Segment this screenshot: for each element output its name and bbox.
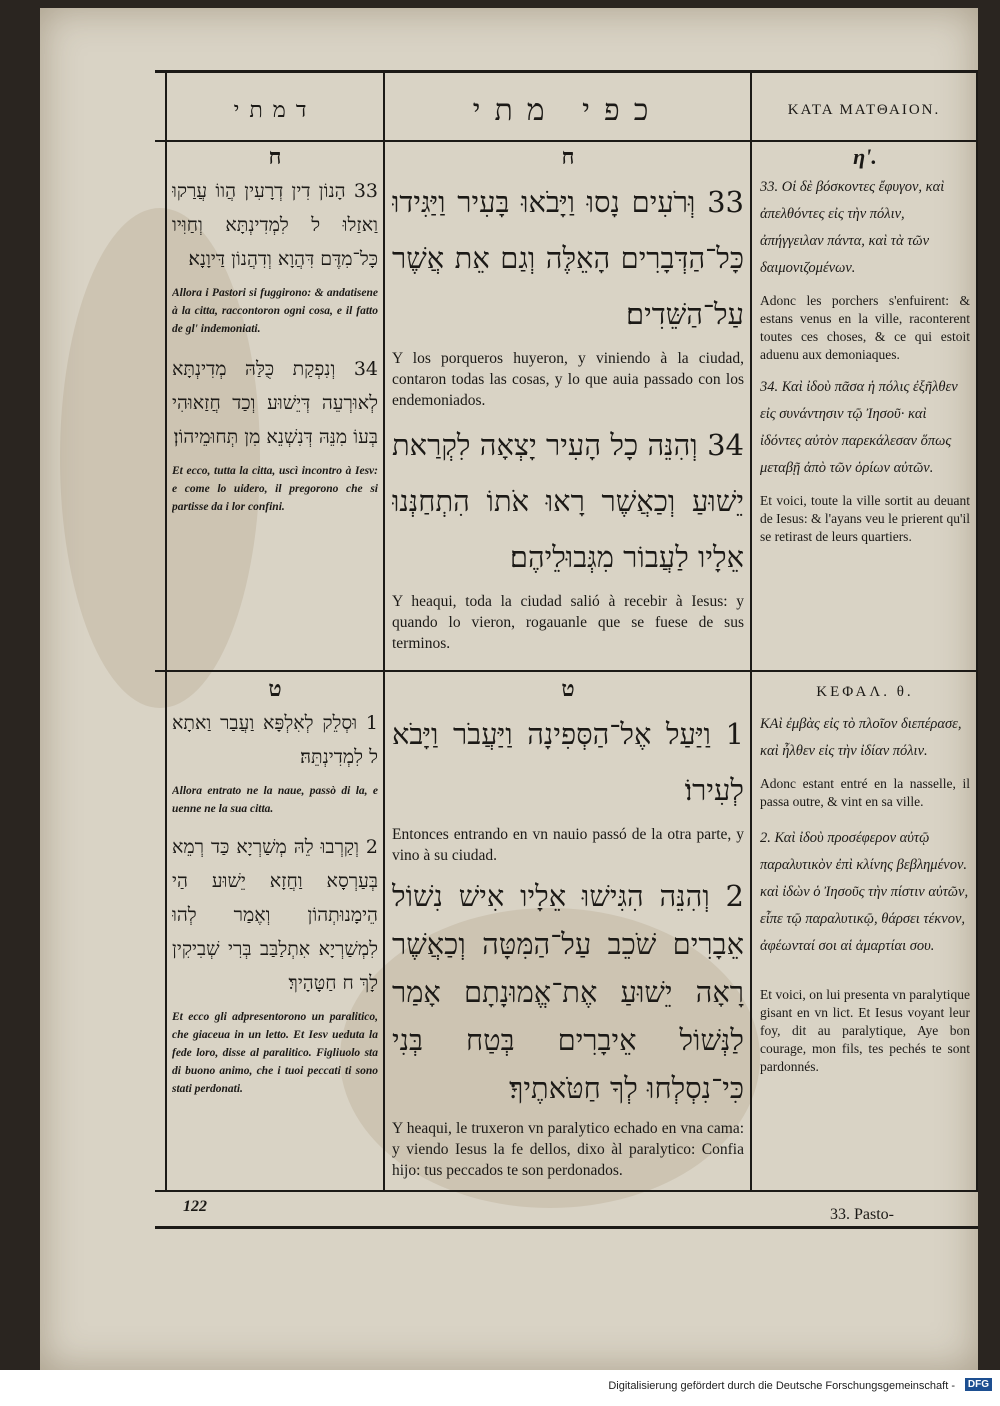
greek-verse-33: 33. Οἱ δὲ βόσκοντες ἔφυγον, καὶ ἀπελθόντες εἰς τὴν πόλιν, ἀπήγγειλαν πάντα, καὶ τὰ τῶν δαιμονιζομένων. [760,179,945,276]
catchword: 33. Pasto- [830,1206,894,1223]
greek-column-top [760,144,970,666]
spanish-verse-2: Y heaqui, le truxeron vn paralytico echado en vna cama: y viendo Iesus la fe dellos, dixo àl paralytico: Confia hijo: tus peccados te son perdonados. [392,1120,744,1179]
page-number: 122 [183,1198,207,1215]
greek-verse-34: 34. Καὶ ἰδοὺ πᾶσα ἡ πόλις ἐξῆλθεν εἰς συνάντησιν τῷ Ἰησοῦ· καὶ ἰδόντες αὐτὸν παρεκάλεσαν ὅπως μεταβῇ ἀπὸ τῶν ὁρίων αὐτῶν. [760,379,958,476]
hebrew-verse-1: 1 וַיַּעַל אֶל־הַסְּפִינָה וַיַּעֲבֹר וַיָּבֹא לְעִירוֹ׃ [392,717,744,807]
italian-verse-34: Et ecco, tutta la citta, uscì incontro à Iesv: e come lo uidero, il pregorono che si partisse da i lor confini. [172,465,378,513]
spanish-verse-1: Entonces entrando en vn nauio passó de la otra parte, y vino à su ciudad. [392,826,744,864]
footer-text: Digitalisierung gefördert durch die Deutsche Forschungsgemeinschaft - [608,1380,955,1392]
french-verse-33: Adonc les porchers s'enfuirent: & estans venus en la ville, raconterent toutes ces choses, & ce qui estoit aduenu aux demoniaques. [760,293,970,362]
col-divider-2 [750,70,752,1192]
aramaic-verse-1: 1 וּסְלֵק לְאִלְפָּא וַעֲבַר וַאתָא ל לִמְדִינְתֵּהּ׃ [172,712,378,768]
french-verse-2: Et voici, on lui presenta vn paralytique gisant en vn lict. Et Iesus voyant leur foy, dit au paralytique, Aye bon courage, mon fils, tes pechés te sont pardonnés. [760,987,970,1074]
section-mark: ט [268,676,282,702]
section-mark: ט [561,676,575,702]
section-mark: ח [561,144,575,170]
section-mark: η'. [853,144,877,169]
bottom-rule [155,1190,978,1192]
hebrew-verse-33: 33 וְּרֹעִים נָסוּ וַיָּבֹאוּ בָּעִיר וַיַּגִּידוּ כָּל־הַדְּבָרִים הָאֵלֶּה וְגַם אֵת אֲשֶׁר עַל־הַשֵּׁדִים׃ [392,185,744,331]
aramaic-column-bottom [172,676,378,1186]
left-border [165,70,167,1192]
header-rule [155,140,978,142]
middle-rule [155,670,978,672]
spanish-verse-34: Y heaqui, toda la ciudad salió à recebir à Iesus: y quando lo vieron, rogauanle que se fuese de sus terminos. [392,593,744,652]
greek-verse-2: 2. Καὶ ἰδοὺ προσέφερον αὐτῷ παραλυτικὸν ἐπὶ κλίνης βεβλημένον. καὶ ἰδὼν ὁ Ἰησοῦς τὴν πίστιν αὐτῶν, εἶπε τῷ παραλυτικῷ, θάρσει τέκνον, ἀφέωνταί σοι αἱ ἁμαρτίαι σου. [760,830,969,954]
header-greek: ΚΑΤΑ ΜΑΤΘΑΙΟΝ. [787,101,941,118]
chapter-heading: ΚΕΦΑΛ. θ. [816,684,914,700]
italian-verse-33: Allora i Pastori si fuggirono: & andatisene à la citta, raccontoron ogni cosa, e il fatto de gl' indemoniati. [172,287,378,335]
italian-verse-1: Allora entrato ne la naue, passò di la, e uenne ne la sua citta. [172,785,378,815]
header-aramaic: דמתי [233,98,317,123]
top-rule [155,70,978,73]
hebrew-column-top [392,144,744,666]
section-mark: ח [268,144,282,170]
col-divider-1 [383,70,385,1192]
header-hebrew: כפי מתי [472,92,663,128]
aramaic-verse-2: 2 וְקַרְבוּ לֵהּ מְשַׁרְיָא כַּד רְמֵא בְּעַרְסָא וַחֲזָא יֵשׁוּע הַי הֵימָנוּתְהוֹן וְאֶמַר לְהוּ לִמְשַׁרְיָא אִתְלַבַּב בְּרִי שְׁבִיקִין לָךְ ח חַטָּהָיךְ׃ [172,836,378,994]
greek-verse-1: ΚΑὶ ἐμβὰς εἰς τὸ πλοῖον διεπέρασε, καὶ ἦλθεν εἰς τὴν ἰδίαν πόλιν. [760,716,962,759]
digitization-footer [0,1370,1000,1406]
french-verse-1: Adonc estant entré en la nasselle, il passa outre, & vint en sa ville. [760,776,970,809]
spanish-verse-33: Y los porqueros huyeron, y viniendo à la ciudad, contaron todas las cosas, y lo que auia passado con los endemoniados. [392,350,744,409]
aramaic-verse-33: 33 הָנוֹן דִין דְרָעִין הֲווֹ עֲרַקוּ וַאזַלוּ ל לִמְדִינְתָּא וְחַוִּיו כָּל־מִדֶּם דִּהֲוָא וְדִהֲנוֹן דַּיוָנָא׃ [172,180,378,270]
dfg-logo: DFG [965,1378,992,1391]
right-border [976,70,978,1192]
base-rule [155,1226,978,1229]
greek-column-bottom [760,676,970,1186]
hebrew-column-bottom [392,676,744,1186]
hebrew-verse-34: 34 וְהִנֵּה כָל הָעִיר יָצְאָה לִקְרַאת יֵשׁוּעַ וְכַאֲשֶׁר רָאוּ אֹתוֹ הִתְחַנְּנוּ אֵלָיו לַעֲבוֹר מִגְּבוּלֵיהֶם׃ [392,428,744,574]
aramaic-verse-34: 34 וְנִפְקַת כֻּלַּהּ מְדִינְתָּא לְאוּרְעֵה דְּיֵשׁוּע וְכַד חֲזַאוּהִי בְּעוֹ מִנֵּהּ דְּנִשְׁנֵא מִן תְּחוּמֵיהוֹן׃ [172,358,378,448]
aramaic-column-top [172,144,378,666]
italian-verse-2: Et ecco gli adpresentorono un paralitico, che giaceua in un letto. Et Iesv ueduta la fede loro, disse al paralitico. Figliuolo sta di buono animo, che i tuoi peccati ti sono stati perdonati. [172,1011,378,1095]
french-verse-34: Et voici, toute la ville sortit au deuant de Iesus: & l'ayans veu le prierent qu'il se retirast de leurs quartiers. [760,493,970,544]
hebrew-verse-2: 2 וְהִנֵּה הִגִּישׁוּ אֵלָיו אִישׁ נִשׁוֹל אֵבָרִים שֹׁכֵב עַל־הַמִּטָּה וְכַאֲשֶׁר רָאָה יֵשׁוּעַ אֶת־אֱמוּנָתָם אָמַר לַנְּשׁוֹל אֵיבָרִים בְּטַח בְּנִי כִּי־נִסְלְחוּ לְךָ חַטֹּאתֶיךָ׃ [392,879,744,1105]
